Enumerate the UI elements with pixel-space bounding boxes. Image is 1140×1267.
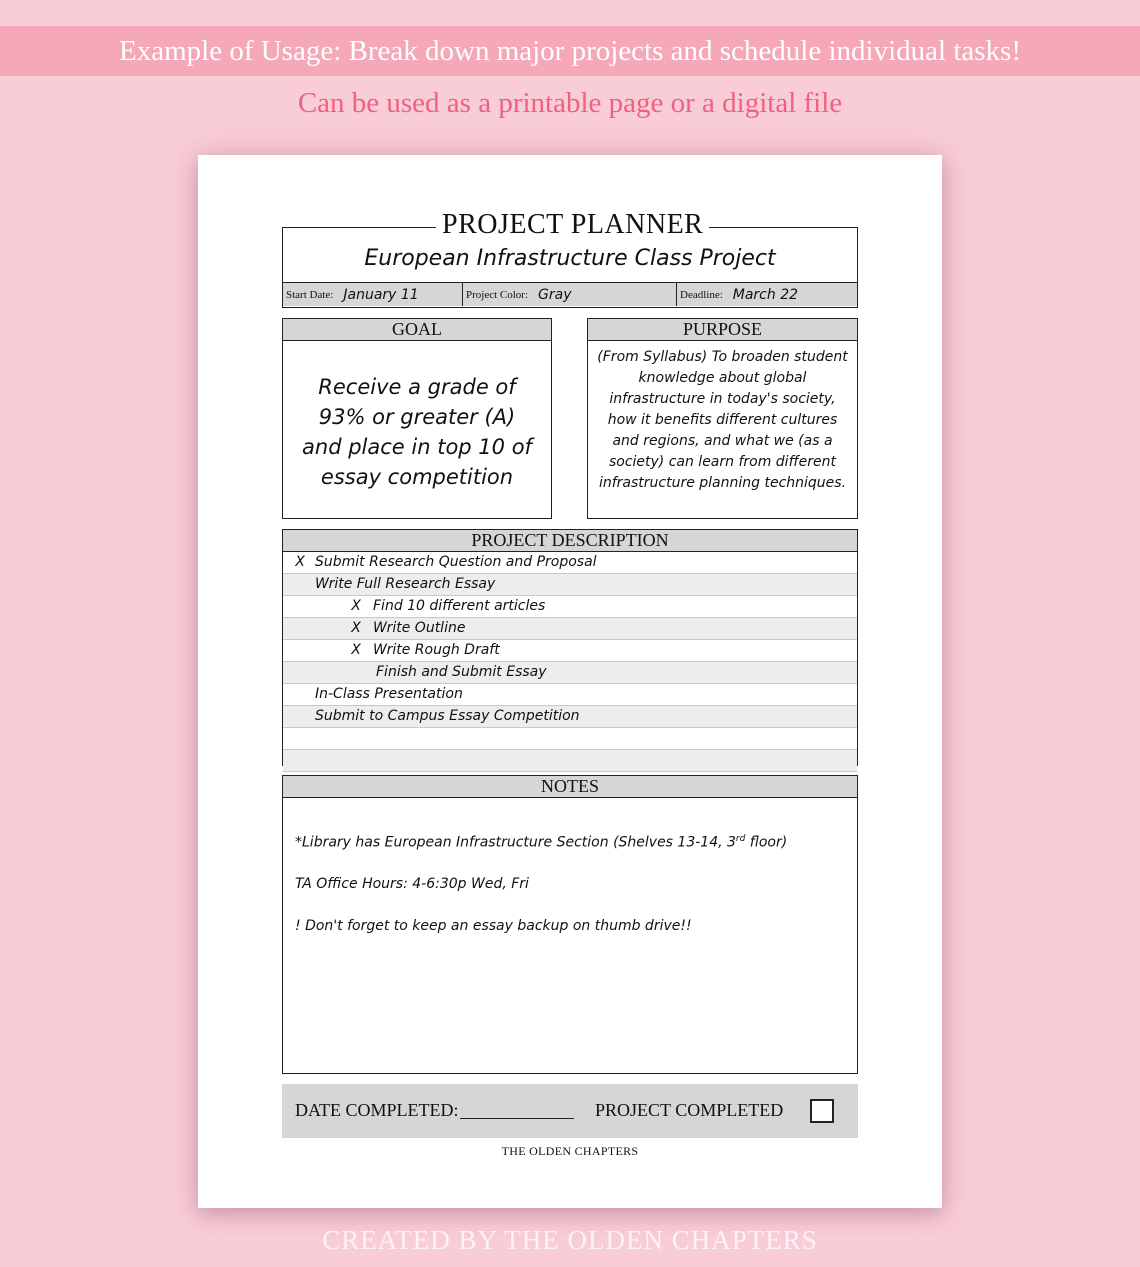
checkmark-icon: X	[351, 598, 361, 614]
description-row	[283, 640, 857, 662]
note-text: *Library has European Infrastructure Section (Shelves 13-14, 3	[295, 834, 736, 851]
planner-page	[198, 155, 942, 1208]
purpose-header: PURPOSE	[588, 319, 857, 341]
start-date-value: January 11	[343, 286, 419, 303]
description-row-text: Write Full Research Essay	[315, 576, 496, 592]
description-row-text: Write Rough Draft	[373, 642, 500, 658]
description-row-text: Submit Research Question and Proposal	[315, 554, 597, 570]
project-color-value: Gray	[538, 286, 572, 303]
deadline-value: March 22	[732, 286, 799, 303]
description-row	[283, 750, 857, 772]
description-row-text: Find 10 different articles	[373, 598, 546, 614]
deadline-label: Deadline:	[680, 288, 723, 301]
description-row	[283, 728, 857, 750]
notes-header: NOTES	[283, 776, 857, 798]
description-row	[283, 552, 857, 574]
page-title: PROJECT PLANNER	[436, 208, 709, 242]
brand-footer: THE OLDEN CHAPTERS	[501, 1144, 639, 1158]
date-completed-line[interactable]	[460, 1118, 574, 1119]
description-row	[283, 574, 857, 596]
deadline-cell	[677, 283, 857, 306]
goal-header: GOAL	[283, 319, 551, 341]
completion-bar	[282, 1084, 858, 1138]
description-row	[283, 662, 857, 684]
note-line: TA Office Hours: 4-6:30p Wed, Fri	[295, 876, 529, 892]
description-row	[283, 684, 857, 706]
footer-credit: CREATED BY THE OLDEN CHAPTERS	[322, 1225, 818, 1255]
project-description-box	[282, 529, 858, 766]
project-color-label: Project Color:	[466, 288, 529, 301]
top-banner: Example of Usage: Break down major projects and schedule individual tasks!	[0, 26, 1140, 76]
description-row	[283, 706, 857, 728]
description-row-text: Submit to Campus Essay Competition	[315, 708, 580, 724]
project-completed-label: PROJECT COMPLETED	[595, 1100, 784, 1120]
description-row	[283, 596, 857, 618]
start-date-label: Start Date:	[286, 288, 334, 301]
checkmark-icon: X	[295, 554, 305, 570]
description-row-text: In-Class Presentation	[315, 686, 463, 702]
description-row-text: Write Outline	[373, 620, 466, 636]
notes-box	[282, 775, 858, 1074]
purpose-text: (From Syllabus) To broaden student knowledge about global infrastructure in today's society, how it benefits different cultures and regions, and what we (as a society) can learn from different infrastructure planning techniques.	[597, 349, 848, 491]
start-date-cell	[283, 283, 463, 306]
note-text: floor)	[745, 834, 788, 851]
description-row	[283, 618, 857, 640]
checkmark-icon: X	[351, 642, 361, 658]
checkmark-icon: X	[351, 620, 361, 636]
date-completed-label: DATE COMPLETED:	[295, 1100, 459, 1120]
description-row-text: Finish and Submit Essay	[376, 664, 547, 680]
subtitle: Can be used as a printable page or a digital file	[297, 87, 843, 119]
purpose-box	[587, 318, 858, 519]
meta-row	[283, 282, 857, 306]
goal-text: Receive a grade of 93% or greater (A) and place in top 10 of essay competition	[302, 374, 532, 489]
description-list	[283, 552, 857, 772]
note-line: ! Don't forget to keep an essay backup on thumb drive!!	[295, 918, 692, 934]
goal-box	[282, 318, 552, 519]
project-description-header: PROJECT DESCRIPTION	[283, 530, 857, 552]
note-superscript: rd	[735, 834, 746, 844]
project-completed-checkbox[interactable]	[810, 1099, 834, 1123]
note-line	[295, 834, 787, 851]
project-color-cell	[463, 283, 677, 306]
project-name: European Infrastructure Class Project	[364, 246, 776, 271]
